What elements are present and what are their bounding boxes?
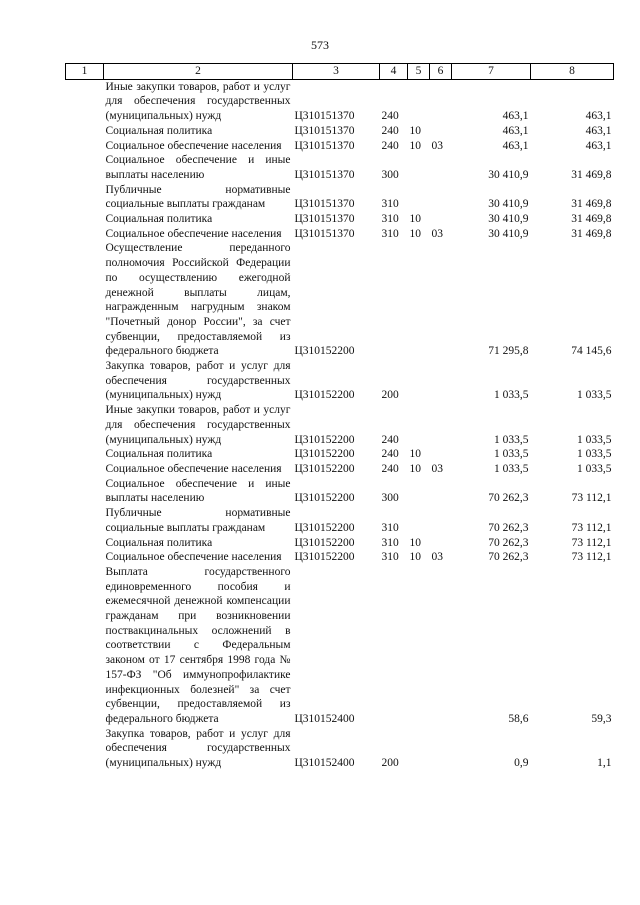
row-col-1 bbox=[66, 565, 104, 727]
row-code: Ц310151370 bbox=[294, 110, 355, 123]
row-name: Социальное обеспечение населения bbox=[105, 551, 282, 564]
row-value-2: 73 112,1 bbox=[571, 521, 612, 534]
row-value-2: 1 033,5 bbox=[577, 389, 612, 402]
table-row bbox=[66, 79, 614, 124]
row-name: Закупка товаров, работ и услуг для обеспечения государственных (муниципальных) нужд bbox=[105, 360, 291, 402]
row-pr bbox=[430, 79, 452, 124]
row-code: Ц310152200 bbox=[294, 448, 355, 461]
row-value-1: 463,1 bbox=[502, 124, 529, 137]
row-vr: 200 bbox=[381, 389, 399, 402]
row-vr: 310 bbox=[381, 213, 399, 226]
row-value-1: 70 262,3 bbox=[488, 551, 529, 564]
row-pr bbox=[430, 477, 452, 506]
row-col-1 bbox=[66, 403, 104, 447]
row-rz bbox=[408, 79, 430, 124]
row-vr: 240 bbox=[381, 448, 399, 461]
row-value-2: 463,1 bbox=[585, 110, 612, 123]
budget-table bbox=[65, 63, 614, 771]
row-col-1 bbox=[66, 153, 104, 182]
row-value-1: 70 262,3 bbox=[488, 536, 529, 549]
row-rz: 10 bbox=[409, 124, 421, 137]
table-row bbox=[66, 550, 614, 565]
row-col-1 bbox=[66, 447, 104, 462]
table-row bbox=[66, 506, 614, 535]
row-rz bbox=[408, 183, 430, 212]
row-rz: 10 bbox=[409, 462, 421, 475]
row-vr: 240 bbox=[381, 433, 399, 446]
row-col-1 bbox=[66, 727, 104, 771]
row-vr: 310 bbox=[381, 227, 399, 240]
row-value-1: 30 410,9 bbox=[488, 227, 529, 240]
row-value-2: 59,3 bbox=[591, 712, 612, 725]
row-vr: 310 bbox=[381, 536, 399, 549]
row-value-2: 1,1 bbox=[597, 757, 612, 770]
table-row bbox=[66, 447, 614, 462]
row-value-1: 30 410,9 bbox=[488, 198, 529, 211]
row-vr: 300 bbox=[381, 492, 399, 505]
row-pr bbox=[430, 212, 452, 227]
row-name: Публичные нормативные социальные выплаты гражданам bbox=[105, 183, 291, 211]
row-code: Ц310152200 bbox=[294, 551, 355, 564]
header-col-5: 5 bbox=[408, 64, 430, 80]
row-col-1 bbox=[66, 550, 104, 565]
row-vr: 310 bbox=[381, 551, 399, 564]
row-name: Социальное обеспечение и иные выплаты населению bbox=[105, 477, 291, 505]
row-vr bbox=[380, 565, 408, 727]
row-value-2: 31 469,8 bbox=[571, 213, 612, 226]
row-rz bbox=[408, 727, 430, 771]
row-col-1 bbox=[66, 462, 104, 477]
table-row bbox=[66, 241, 614, 359]
row-pr bbox=[430, 536, 452, 551]
row-vr: 240 bbox=[381, 110, 399, 123]
header-col-7: 7 bbox=[452, 64, 531, 80]
row-pr: 03 bbox=[431, 551, 443, 564]
table-row bbox=[66, 153, 614, 182]
row-value-1: 463,1 bbox=[502, 139, 529, 152]
row-value-1: 70 262,3 bbox=[488, 521, 529, 534]
table-row bbox=[66, 359, 614, 403]
row-code: Ц310151370 bbox=[294, 213, 355, 226]
row-col-1 bbox=[66, 506, 104, 535]
row-pr bbox=[430, 403, 452, 447]
row-rz bbox=[408, 477, 430, 506]
row-vr bbox=[380, 241, 408, 359]
row-value-2: 1 033,5 bbox=[577, 462, 612, 475]
row-rz bbox=[408, 241, 430, 359]
row-name: Социальное обеспечение населения bbox=[105, 227, 282, 240]
row-pr bbox=[430, 153, 452, 182]
row-vr: 310 bbox=[381, 521, 399, 534]
row-rz: 10 bbox=[409, 551, 421, 564]
table-row bbox=[66, 403, 614, 447]
row-rz bbox=[408, 506, 430, 535]
header-col-4: 4 bbox=[380, 64, 408, 80]
row-value-1: 463,1 bbox=[502, 110, 529, 123]
row-pr bbox=[430, 183, 452, 212]
row-code: Ц310152200 bbox=[294, 345, 355, 358]
page-number: 573 bbox=[311, 38, 329, 52]
row-pr: 03 bbox=[431, 462, 443, 475]
table-row bbox=[66, 565, 614, 727]
row-code: Ц310152200 bbox=[294, 536, 355, 549]
row-vr: 240 bbox=[381, 462, 399, 475]
row-name: Социальная политика bbox=[105, 213, 213, 226]
row-value-1: 70 262,3 bbox=[488, 492, 529, 505]
row-rz: 10 bbox=[409, 227, 421, 240]
row-col-1 bbox=[66, 536, 104, 551]
row-value-1: 30 410,9 bbox=[488, 168, 529, 181]
row-code: Ц310151370 bbox=[294, 139, 355, 152]
row-rz: 10 bbox=[409, 448, 421, 461]
row-rz: 10 bbox=[409, 536, 421, 549]
row-col-1 bbox=[66, 183, 104, 212]
row-code: Ц310151370 bbox=[294, 168, 355, 181]
table-body bbox=[66, 79, 614, 771]
row-value-1: 0,9 bbox=[514, 757, 529, 770]
table-header-row bbox=[66, 64, 614, 80]
row-col-1 bbox=[66, 477, 104, 506]
table-row bbox=[66, 124, 614, 139]
row-name: Социальное обеспечение населения bbox=[105, 462, 282, 475]
row-col-1 bbox=[66, 212, 104, 227]
row-code: Ц310152400 bbox=[294, 757, 355, 770]
row-rz: 10 bbox=[409, 139, 421, 152]
table-row bbox=[66, 462, 614, 477]
row-vr: 300 bbox=[381, 168, 399, 181]
row-pr bbox=[430, 359, 452, 403]
row-name: Социальное обеспечение и иные выплаты населению bbox=[105, 154, 291, 181]
row-name: Выплата государственного единовременного пособия и ежемесячной денежной компенсации гражданам при возникновении поствакцинальных осложнений в соответствии с Федеральным законом от 17 сентября 1998 года № 157-ФЗ "Об иммунопрофилактике инфекционных болезней" за счет субвенции, предоставляемой из федерального бюджета bbox=[105, 565, 291, 725]
row-rz bbox=[408, 153, 430, 182]
row-rz bbox=[408, 403, 430, 447]
row-value-1: 1 033,5 bbox=[494, 389, 529, 402]
row-code: Ц310151370 bbox=[294, 227, 355, 240]
row-value-2: 31 469,8 bbox=[571, 168, 612, 181]
row-pr bbox=[430, 447, 452, 462]
row-col-1 bbox=[66, 227, 104, 242]
table-row bbox=[66, 727, 614, 771]
row-rz bbox=[408, 359, 430, 403]
row-code: Ц310152200 bbox=[294, 492, 355, 505]
row-value-2: 1 033,5 bbox=[577, 448, 612, 461]
row-pr bbox=[430, 727, 452, 771]
row-value-1: 30 410,9 bbox=[488, 213, 529, 226]
header-col-2: 2 bbox=[104, 64, 293, 80]
row-value-2: 1 033,5 bbox=[577, 433, 612, 446]
row-vr: 310 bbox=[381, 198, 399, 211]
row-name: Социальная политика bbox=[105, 536, 213, 549]
row-pr bbox=[430, 565, 452, 727]
row-code: Ц310151370 bbox=[294, 124, 355, 137]
table-row bbox=[66, 139, 614, 154]
row-name: Социальная политика bbox=[105, 124, 213, 137]
row-col-1 bbox=[66, 359, 104, 403]
row-value-2: 31 469,8 bbox=[571, 198, 612, 211]
row-code: Ц310151370 bbox=[294, 198, 355, 211]
row-rz: 10 bbox=[409, 213, 421, 226]
row-value-2: 31 469,8 bbox=[571, 227, 612, 240]
row-value-1: 1 033,5 bbox=[494, 448, 529, 461]
header-col-1: 1 bbox=[66, 64, 104, 80]
row-vr: 240 bbox=[381, 139, 399, 152]
row-value-2: 73 112,1 bbox=[571, 492, 612, 505]
row-name: Осуществление переданного полномочия Российской Федерации по осуществлению ежегодной денежной выплаты лицам, награжденным нагрудным знаком "Почетный донор России", за счет субвенции, предоставляемой из федерального бюджета bbox=[105, 242, 291, 358]
table-row bbox=[66, 183, 614, 212]
row-value-1: 71 295,8 bbox=[488, 345, 529, 358]
row-col-1 bbox=[66, 139, 104, 154]
header-col-8: 8 bbox=[531, 64, 614, 80]
row-code: Ц310152200 bbox=[294, 389, 355, 402]
row-value-2: 463,1 bbox=[585, 139, 612, 152]
row-name: Социальная политика bbox=[105, 448, 213, 461]
row-rz bbox=[408, 565, 430, 727]
row-name: Социальное обеспечение населения bbox=[105, 139, 282, 152]
row-code: Ц310152200 bbox=[294, 521, 355, 534]
header-col-3: 3 bbox=[293, 64, 380, 80]
row-vr: 200 bbox=[381, 757, 399, 770]
row-name: Иные закупки товаров, работ и услуг для обеспечения государственных (муниципальных) нужд bbox=[105, 404, 291, 446]
row-value-1: 1 033,5 bbox=[494, 462, 529, 475]
row-pr bbox=[430, 506, 452, 535]
row-pr bbox=[430, 241, 452, 359]
row-value-2: 463,1 bbox=[585, 124, 612, 137]
row-vr: 240 bbox=[381, 124, 399, 137]
table-row bbox=[66, 536, 614, 551]
row-name: Иные закупки товаров, работ и услуг для обеспечения государственных (муниципальных) нужд bbox=[105, 80, 291, 123]
row-value-2: 73 112,1 bbox=[571, 536, 612, 549]
row-code: Ц310152200 bbox=[294, 433, 355, 446]
row-code: Ц310152400 bbox=[294, 712, 355, 725]
row-value-1: 58,6 bbox=[508, 712, 529, 725]
row-code: Ц310152200 bbox=[294, 462, 355, 475]
row-name: Публичные нормативные социальные выплаты гражданам bbox=[105, 507, 291, 534]
row-col-1 bbox=[66, 241, 104, 359]
row-pr: 03 bbox=[431, 139, 443, 152]
row-pr: 03 bbox=[431, 227, 443, 240]
row-value-2: 73 112,1 bbox=[571, 551, 612, 564]
row-name: Закупка товаров, работ и услуг для обеспечения государственных (муниципальных) нужд bbox=[105, 727, 291, 770]
header-col-6: 6 bbox=[430, 64, 452, 80]
row-col-1 bbox=[66, 79, 104, 124]
row-value-2: 74 145,6 bbox=[571, 345, 612, 358]
table-row bbox=[66, 212, 614, 227]
table-row bbox=[66, 477, 614, 506]
row-value-1: 1 033,5 bbox=[494, 433, 529, 446]
table-row bbox=[66, 227, 614, 242]
row-col-1 bbox=[66, 124, 104, 139]
row-pr bbox=[430, 124, 452, 139]
